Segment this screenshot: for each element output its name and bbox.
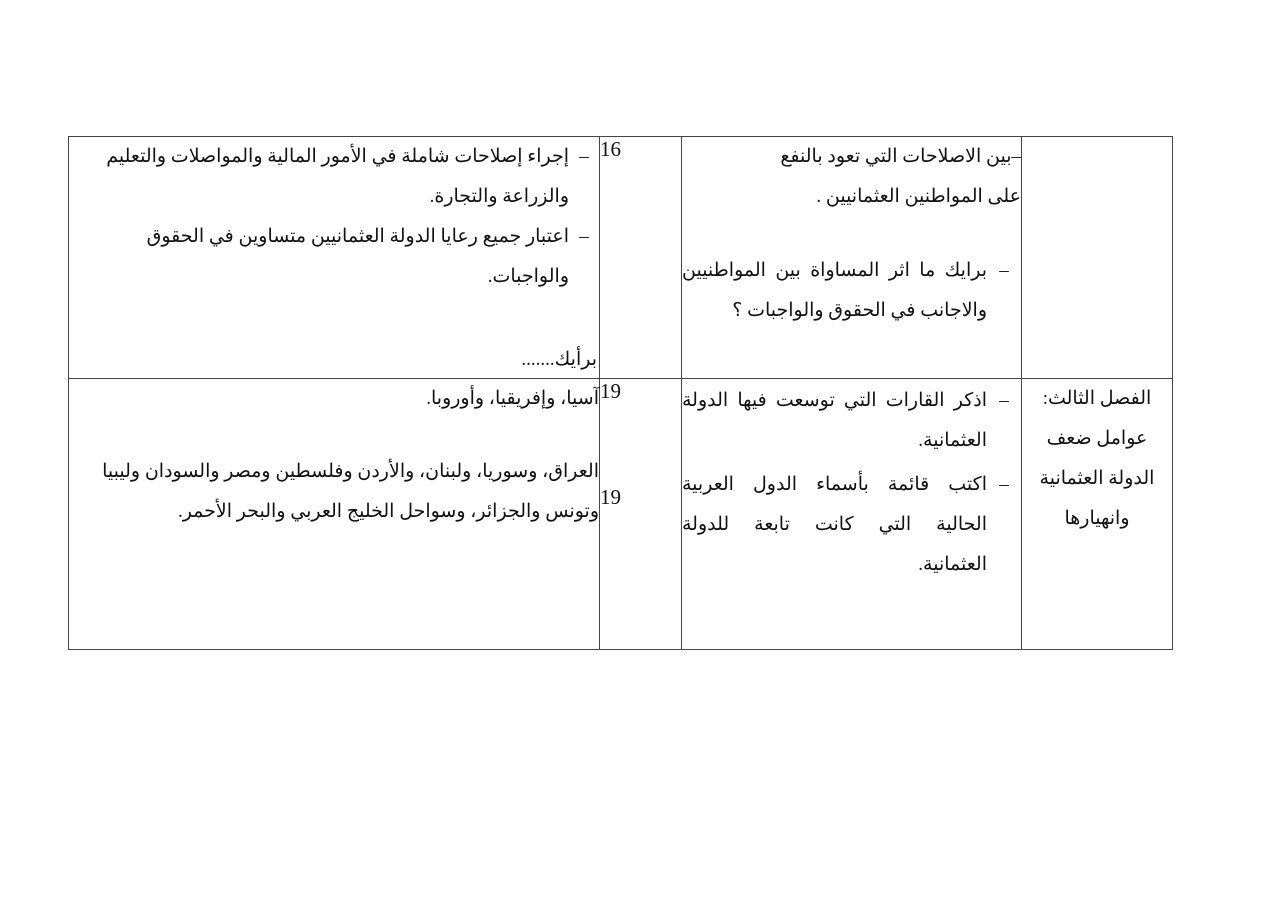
answer-cell xyxy=(69,379,600,650)
answer-line: اعتبار جميع رعايا الدولة العثمانيين متساوين في الحقوق xyxy=(146,226,569,247)
question-line: العثمانية. xyxy=(918,430,987,451)
page-number-cell xyxy=(600,137,682,379)
answer-line: والزراعة والتجارة. xyxy=(429,186,569,207)
chapter-cell xyxy=(1022,379,1173,650)
chapter-line: الفصل الثالث: xyxy=(1042,388,1152,409)
answer-item xyxy=(69,137,599,217)
dash-bullet: – xyxy=(999,474,1009,495)
dash-bullet: – xyxy=(579,146,589,167)
question-line: اكتب قائمة بأسماء الدول العربية xyxy=(682,474,987,495)
page-number-cell xyxy=(600,379,682,650)
chapter-line: وانهيارها xyxy=(1064,508,1130,529)
page-number: 16 xyxy=(600,137,621,161)
page-number: 19 xyxy=(600,379,621,403)
page-number: 19 xyxy=(600,485,621,509)
answer-cell xyxy=(69,137,600,379)
answer-line: وتونس والجزائر، وسواحل الخليج العربي والبحر الأحمر. xyxy=(177,501,599,522)
chapter-line: الدولة العثمانية xyxy=(1039,468,1155,489)
dash-bullet: – xyxy=(999,390,1009,411)
question-line: العثمانية. xyxy=(918,554,987,575)
dash-bullet: – xyxy=(579,226,589,247)
question-line: اذكر القارات التي توسعت فيها الدولة xyxy=(682,390,987,411)
table-row xyxy=(69,379,1173,650)
question-cell xyxy=(682,137,1022,379)
question-item xyxy=(682,251,1021,331)
opinion-prompt: برأيك....... xyxy=(521,349,597,370)
question-line: الحالية التي كانت تابعة للدولة xyxy=(682,514,987,535)
question-line: على المواطنين العثمانيين . xyxy=(816,186,1021,207)
question-item xyxy=(682,381,1021,461)
table-row xyxy=(69,137,1173,379)
question-line: برايك ما اثر المساواة بين المواطنيين xyxy=(682,260,987,281)
question-line: والاجانب في الحقوق والواجبات ؟ xyxy=(732,300,987,321)
chapter-cell xyxy=(1022,137,1173,379)
answer-line: آسيا، وإفريقيا، وأوروبا. xyxy=(426,388,599,409)
answer-line: العراق، وسوريا، ولبنان، والأردن وفلسطين ومصر والسودان وليبيا xyxy=(102,461,599,482)
chapter-line: عوامل ضعف xyxy=(1046,428,1148,449)
answer-line: إجراء إصلاحات شاملة في الأمور المالية والمواصلات والتعليم xyxy=(106,146,569,167)
question-cell xyxy=(682,379,1022,650)
answer-item xyxy=(69,217,599,297)
question-line: –بين الاصلاحات التي تعود بالنفع xyxy=(780,146,1021,167)
lesson-table xyxy=(68,136,1173,650)
question-item xyxy=(682,465,1021,585)
dash-bullet: – xyxy=(999,260,1009,281)
answer-line: والواجبات. xyxy=(487,266,569,287)
